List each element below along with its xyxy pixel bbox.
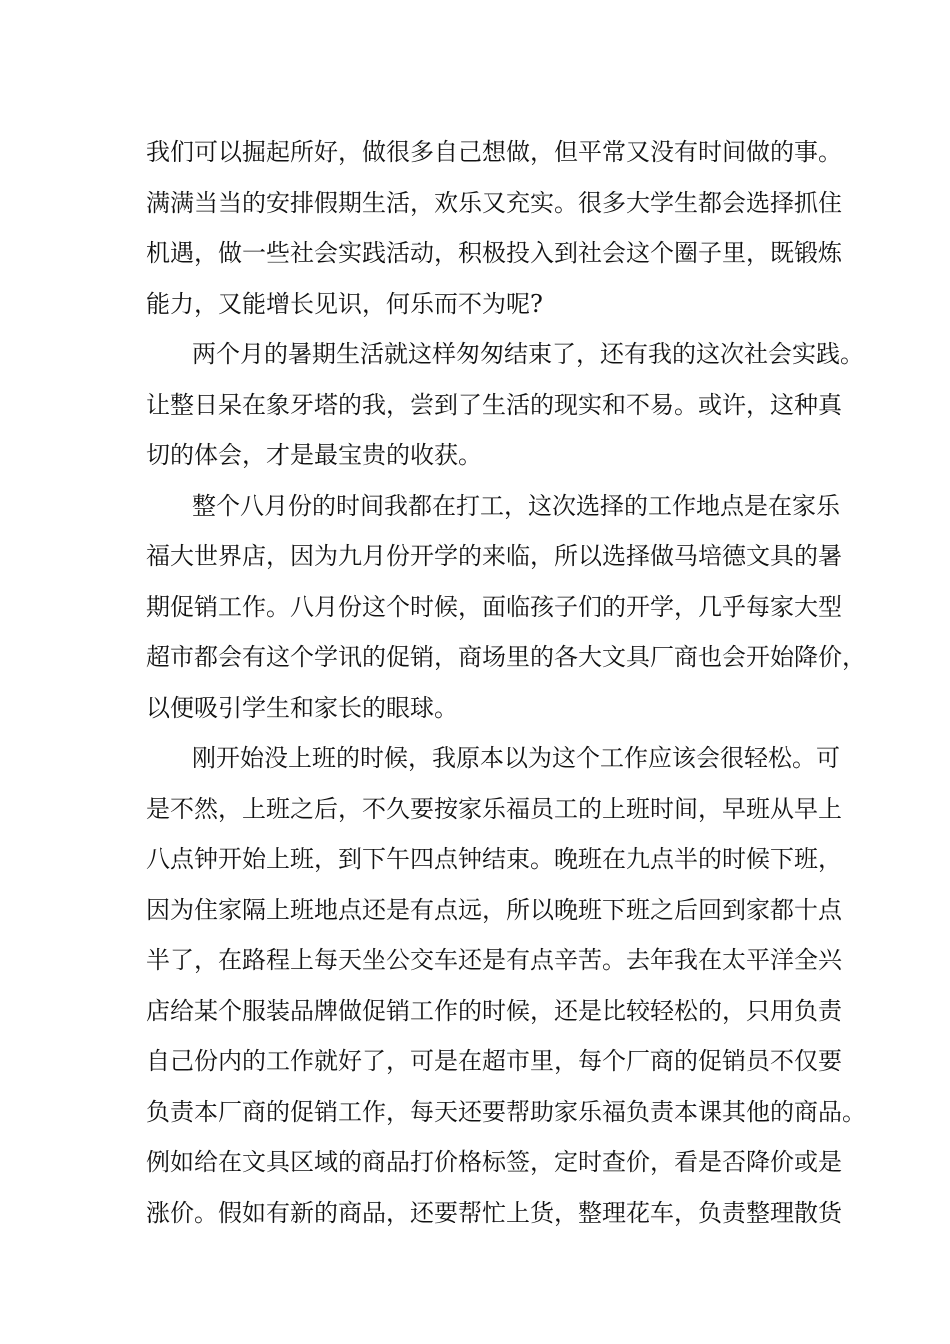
text-line: 因为住家隔上班地点还是有点远，所以晚班下班之后回到家都十点 [146,895,842,924]
text-line: 店给某个服装品牌做促销工作的时候，还是比较轻松的，只用负责 [146,996,842,1025]
text-line: 超市都会有这个学讯的促销，商场里的各大文具厂商也会开始降价， [146,643,866,671]
text-line: 能力，又能增长见识，何乐而不为呢? [146,289,543,318]
text-line: 涨价。假如有新的商品，还要帮忙上货，整理花车，负责整理散货 [146,1198,842,1227]
text-line: 例如给在文具区域的商品打价格标签，定时查价，看是否降价或是 [146,1148,842,1176]
text-line: 八点钟开始上班，到下午四点钟结束。晚班在九点半的时候下班， [146,845,842,873]
paragraph-first-line: 两个月的暑期生活就这样匆匆结束了，还有我的这次社会实践。 [192,340,864,368]
text-line: 半了，在路程上每天坐公交车还是有点辛苦。去年我在太平洋全兴 [146,946,842,974]
paragraph-first-line: 刚开始没上班的时候，我原本以为这个工作应该会很轻松。可 [192,744,840,772]
text-line: 让整日呆在象牙塔的我，尝到了生活的现实和不易。或许，这种真 [146,390,842,419]
text-line: 切的体会，才是最宝贵的收获。 [146,441,482,469]
text-line: 自己份内的工作就好了，可是在超市里，每个厂商的促销员不仅要 [146,1047,842,1075]
text-line: 福大世界店，因为九月份开学的来临，所以选择做马培德文具的暑 [146,542,842,570]
document-body [146,127,866,1238]
paragraph-first-line: 整个八月份的时间我都在打工，这次选择的工作地点是在家乐 [192,491,840,520]
text-line: 以便吸引学生和家长的眼球。 [146,693,458,722]
text-line: 负责本厂商的促销工作，每天还要帮助家乐福负责本课其他的商品。 [146,1097,866,1126]
text-line: 我们可以掘起所好，做很多自己想做，但平常又没有时间做的事。 [146,138,842,166]
text-line: 是不然，上班之后，不久要按家乐福员工的上班时间，早班从早上 [146,794,842,823]
text-line: 期促销工作。八月份这个时候，面临孩子们的开学，几乎每家大型 [146,592,842,621]
text-line: 机遇，做一些社会实践活动，积极投入到社会这个圈子里，既锻炼 [146,239,842,267]
text-line: 满满当当的安排假期生活，欢乐又充实。很多大学生都会选择抓住 [146,188,842,217]
